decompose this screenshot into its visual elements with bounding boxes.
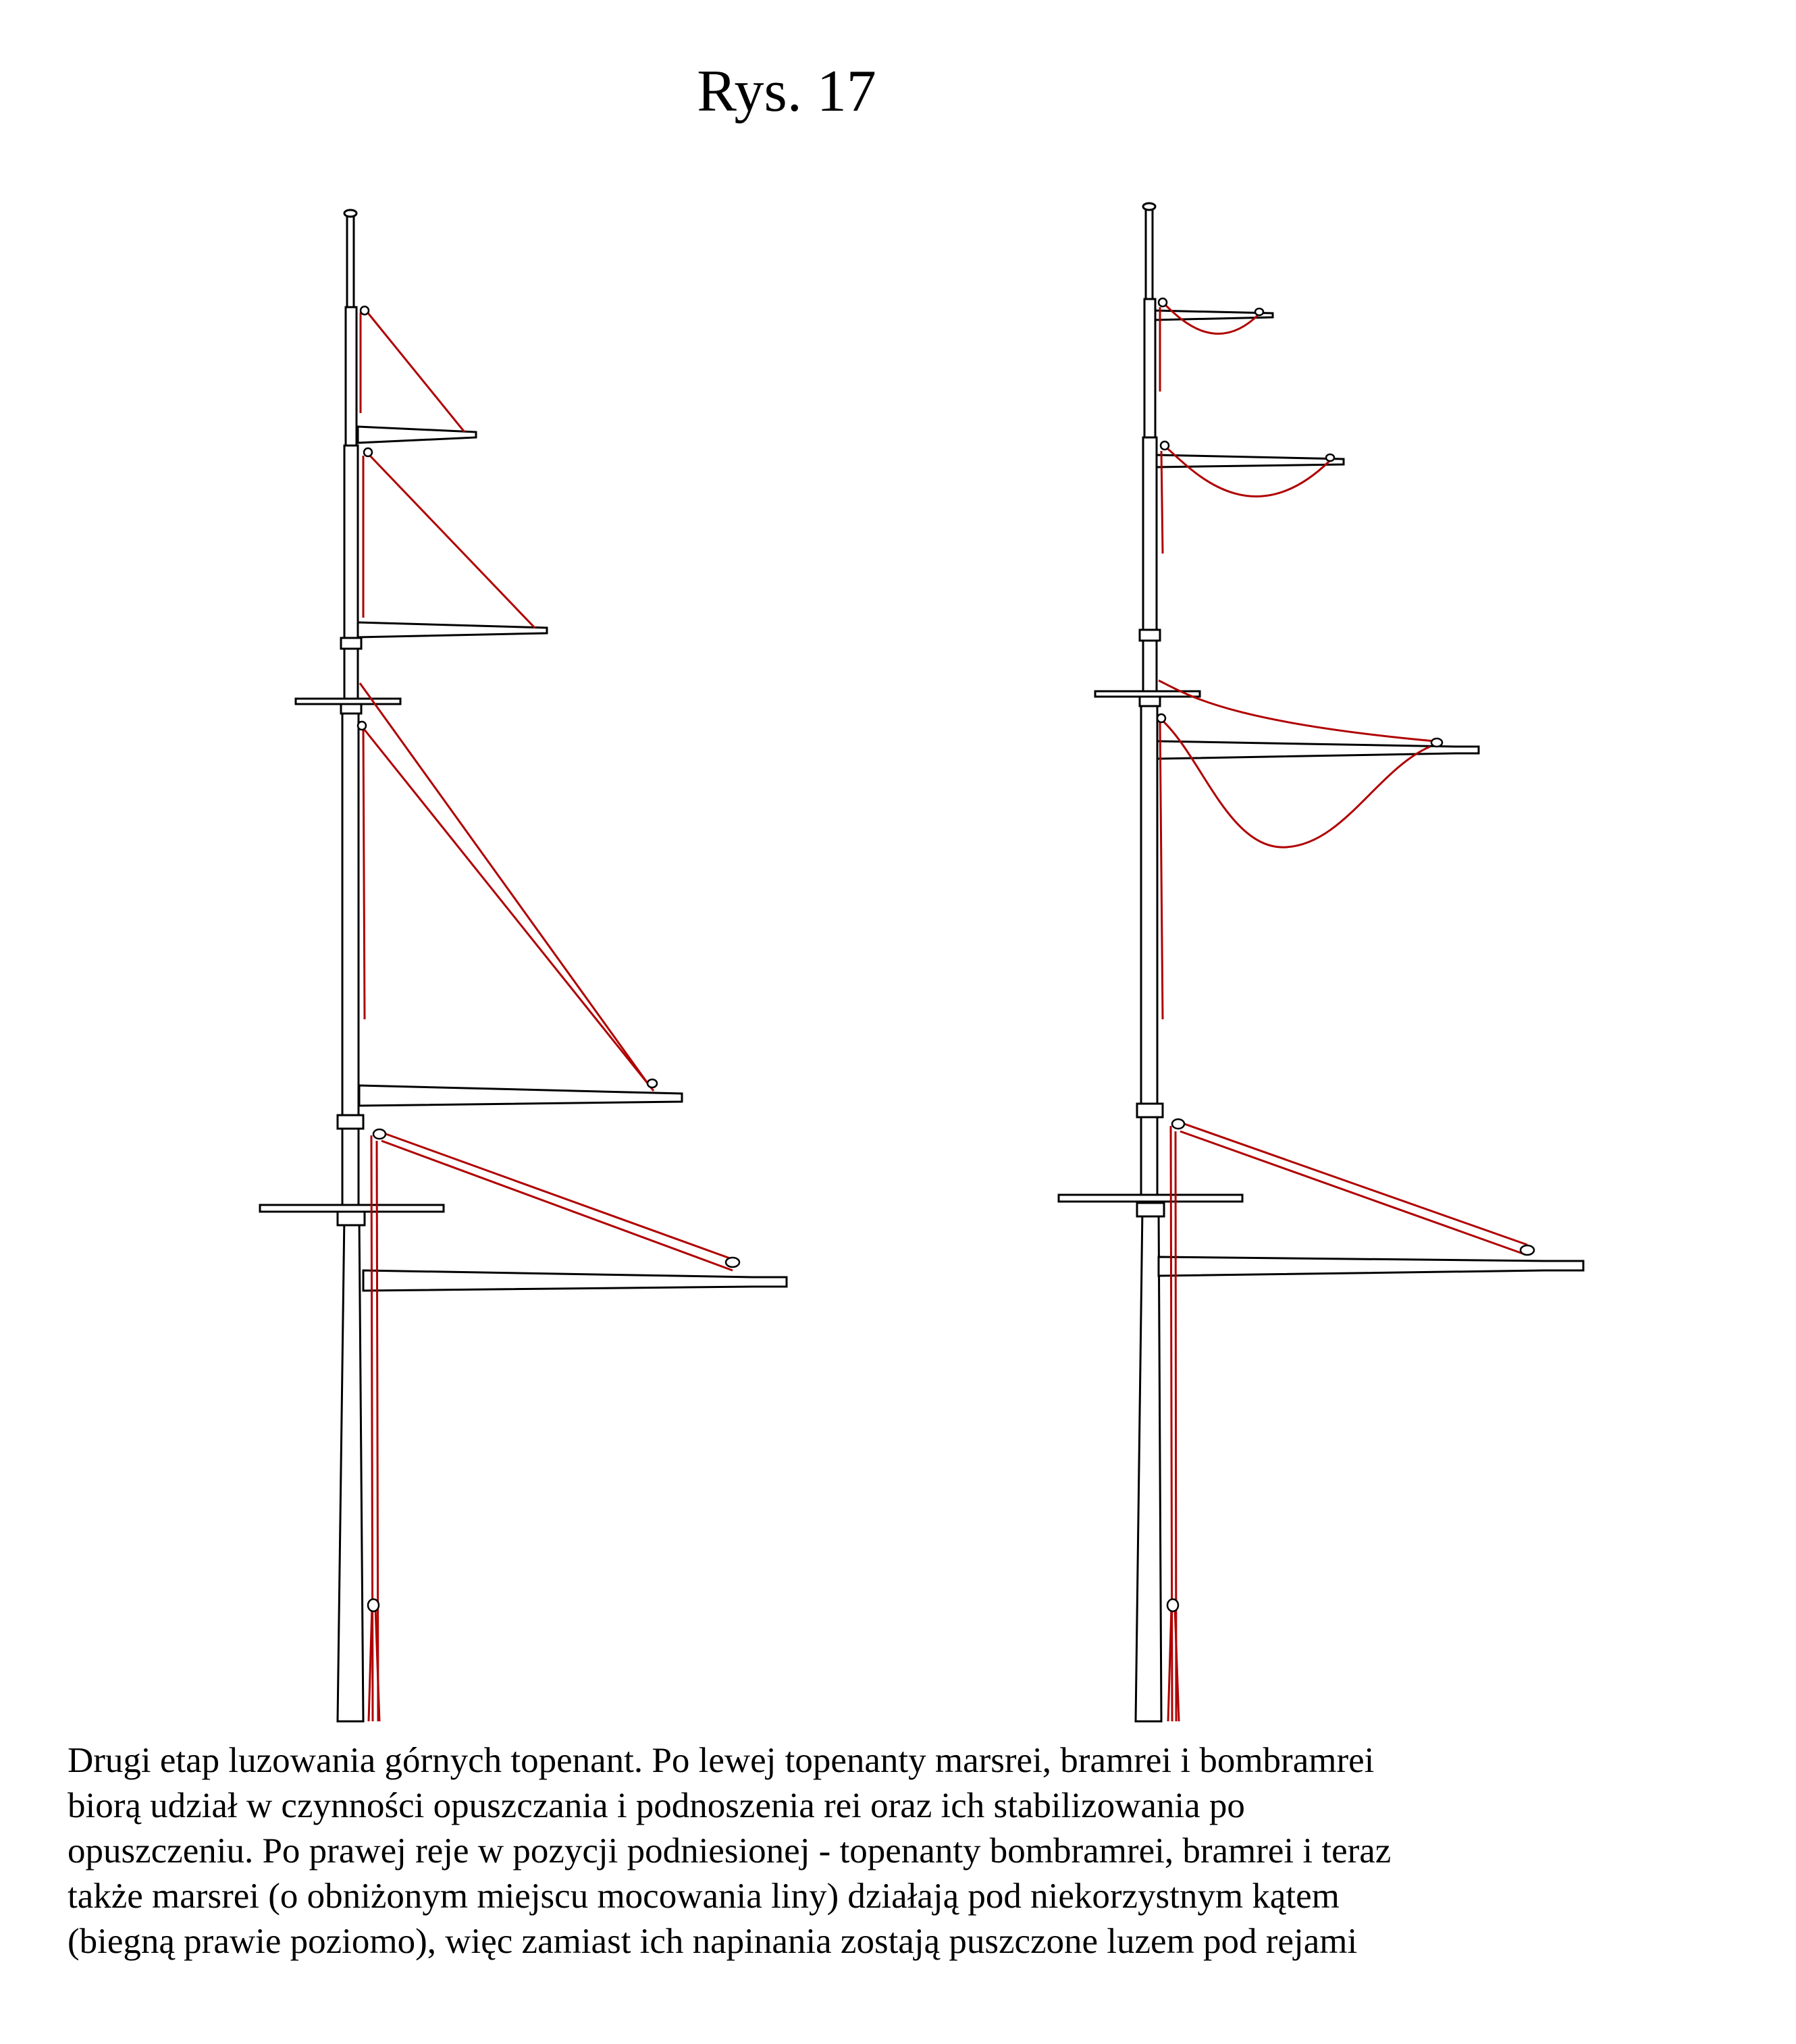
right-topgallant-lift-slack — [1164, 446, 1330, 496]
right-lower-mast — [1136, 1208, 1161, 1721]
right-mast-assembly — [1059, 203, 1583, 1721]
left-cap-upper — [341, 638, 361, 649]
left-lower-lift-a — [377, 1131, 737, 1261]
right-crosstrees-chock — [1140, 697, 1160, 706]
left-lower-mast-block — [373, 1129, 386, 1139]
right-lower-mast-block — [1172, 1119, 1184, 1129]
left-top-platform — [260, 1205, 444, 1212]
right-lower-fall-loose-1 — [1168, 1607, 1171, 1721]
left-royal-yard — [358, 427, 476, 443]
left-topsail-lift-b — [361, 726, 654, 1091]
left-royal-lift — [366, 311, 465, 432]
left-topsail-yard — [359, 1085, 682, 1106]
left-royal-mast — [346, 307, 356, 446]
left-lower-fall-loose-1 — [369, 1607, 372, 1721]
left-topsail-lift-a — [360, 683, 650, 1087]
right-top-platform — [1059, 1195, 1242, 1202]
caption-line: (biegną prawie poziomo), więc zamiast ich napinania zostają puszczone luzem pod rejami — [68, 1922, 1358, 1961]
right-topgallant-mast — [1143, 437, 1157, 695]
left-lower-yard — [363, 1270, 787, 1291]
right-lower-yard-block — [1521, 1245, 1534, 1255]
right-pole — [1146, 209, 1153, 299]
right-royal-block — [1159, 298, 1167, 306]
left-crosstrees-chock — [341, 704, 361, 714]
caption-line: biorą udział w czynności opuszczania i podnoszenia rei oraz ich stabilizowania po — [68, 1786, 1245, 1825]
right-lower-lift-b — [1180, 1131, 1525, 1254]
figure-caption — [68, 1738, 1755, 1964]
left-mast-assembly — [260, 210, 787, 1721]
left-topgallant-block — [364, 448, 372, 456]
left-lower-yard-block — [726, 1258, 739, 1267]
right-topsail-lift-slack — [1161, 720, 1430, 847]
left-topgallant-mast — [344, 446, 358, 702]
right-topgallant-yard-block — [1326, 454, 1334, 461]
caption-line: Drugi etap luzowania górnych topenant. Po lewej topenanty marsrei, bramrei i bombramrei — [68, 1741, 1375, 1780]
left-topsail-mast-block — [358, 722, 366, 730]
right-topsail-lift-upper — [1159, 680, 1435, 741]
left-royal-block — [361, 306, 369, 315]
left-topmast — [342, 702, 359, 1222]
right-cap-upper — [1140, 630, 1160, 641]
right-lower-yard — [1159, 1257, 1583, 1276]
right-topsail-lift-fall — [1160, 722, 1163, 1019]
left-topsail-lift-fall — [363, 728, 365, 1019]
right-topmast — [1141, 695, 1157, 1215]
left-cap-lower — [338, 1115, 363, 1129]
right-topsail-yard — [1157, 741, 1479, 759]
right-royal-mast — [1144, 299, 1155, 437]
caption-line: także marsrei (o obniżonym miejscu mocowania liny) działają pod niekorzystnym kątem — [68, 1877, 1340, 1916]
figure-title: Rys. 17 — [697, 59, 876, 124]
left-pole — [347, 216, 354, 307]
right-truck — [1143, 203, 1155, 210]
left-topgallant-yard — [358, 622, 547, 637]
caption-line: opuszczeniu. Po prawej reje w pozycji podniesionej - topenanty bombramrei, bramrei i teraz — [68, 1831, 1392, 1871]
left-band-1 — [338, 1212, 365, 1225]
right-topgallant-block — [1161, 441, 1169, 450]
right-royal-yard-block — [1255, 308, 1263, 315]
right-lower-lift-a — [1175, 1121, 1527, 1245]
left-lower-mast — [338, 1215, 363, 1721]
left-fall-block — [368, 1599, 379, 1611]
right-cap-lower — [1137, 1104, 1163, 1117]
right-topgallant-lift-fall — [1161, 451, 1163, 554]
left-truck — [344, 210, 356, 217]
left-topgallant-lift — [368, 454, 535, 628]
right-topsail-yard-block — [1431, 738, 1442, 747]
right-fall-block — [1167, 1599, 1178, 1611]
right-topsail-mast-block — [1157, 714, 1165, 722]
left-topsail-yard-block — [648, 1079, 657, 1087]
right-band-1 — [1137, 1203, 1164, 1216]
